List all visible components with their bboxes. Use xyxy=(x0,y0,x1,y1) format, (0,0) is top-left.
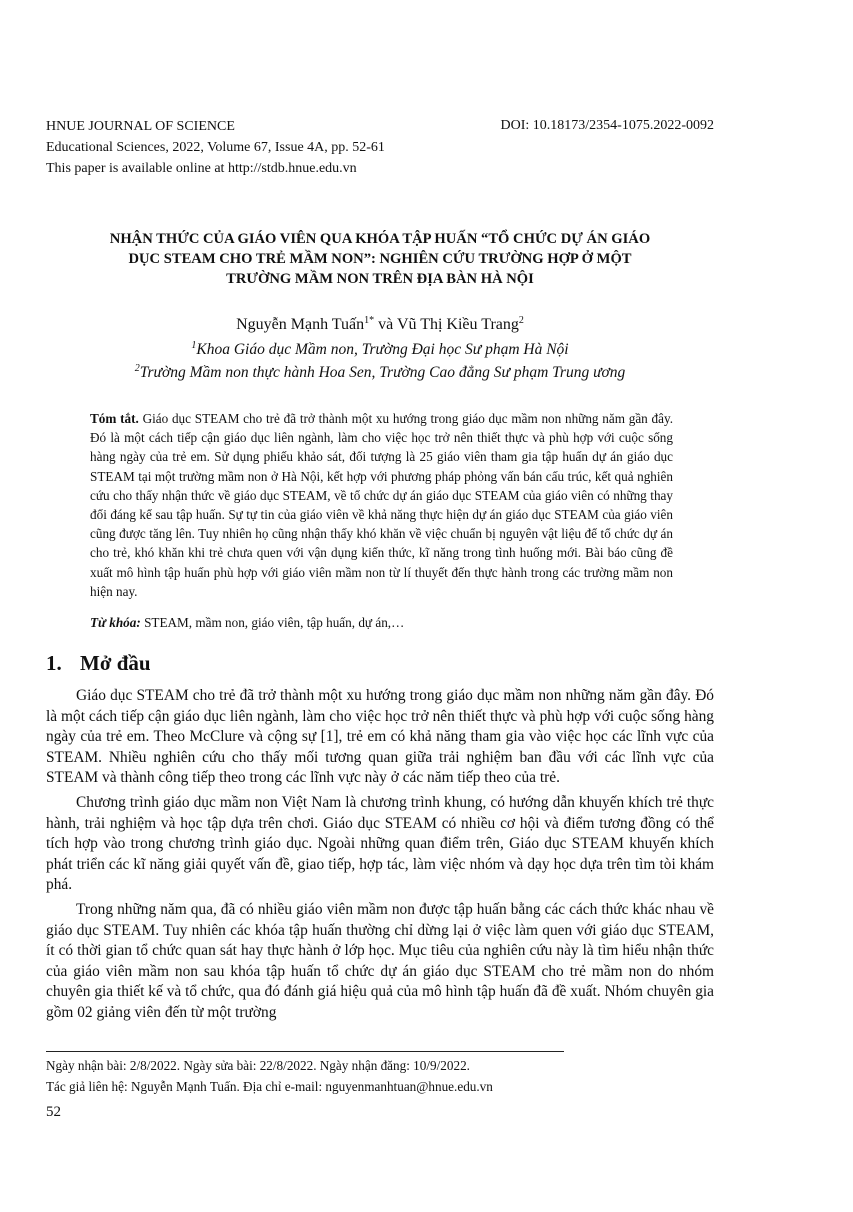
footnote-dates: Ngày nhận bài: 2/8/2022. Ngày sửa bài: 22/8/2022. Ngày nhận đăng: 10/9/2022. xyxy=(46,1058,470,1073)
page-number: 52 xyxy=(46,1104,61,1120)
doi-text: DOI: 10.18173/2354-1075.2022-0092 xyxy=(500,118,714,133)
author-list xyxy=(46,316,714,334)
body-text xyxy=(46,686,714,1028)
affiliation-2 xyxy=(46,364,714,382)
author-conjunction: và xyxy=(374,316,397,333)
section-title: Mở đầu xyxy=(80,651,151,675)
paragraph-2: Chương trình giáo dục mầm non Việt Nam là chương trình khung, có hướng dẫn khuyến khích trẻ thực hành, trải nghiệm và học tập dựa trên chơi. Giáo dục STEAM có nhiều cơ hội và điểm tương đồng có thể tích hợp vào trong chương trình giáo dục. Ngoài những quan điểm trên, Giáo dục STEAM khuyến khích phát triển các kĩ năng giải quyết vấn đề, giao tiếp, hợp tác, làm việc nhóm và dạy học dựa trên tìm tòi khám phá. xyxy=(46,793,714,894)
paragraph-3: Trong những năm qua, đã có nhiều giáo viên mầm non được tập huấn bằng các cách thức khác nhau về giáo dục STEAM. Tuy nhiên các khóa tập huấn thường chỉ dừng lại ở việc làm quen với giáo dục STEAM, ít có thời gian tổ chức quan sát hay thực hành ở lớp học. Mục tiêu của nghiên cứu này là tìm hiểu nhận thức của giáo viên mầm non sau khóa tập huấn tổ chức dự án giáo dục STEAM cho trẻ mầm non do nhóm chuyên gia thiết kế và tổ chức, qua đó đánh giá hiệu quả của mô hình tập huấn đã đề xuất. Nhóm chuyên gia gồm 02 giảng viên đến từ một trường xyxy=(46,900,714,1021)
affiliation-2-text: Trường Mầm non thực hành Hoa Sen, Trường Cao đẳng Sư phạm Trung ương xyxy=(139,364,626,381)
footnote-contact: Tác giả liên hệ: Nguyễn Mạnh Tuấn. Địa chỉ e-mail: nguyenmanhtuan@hnue.edu.vn xyxy=(46,1079,493,1094)
affiliation-1-marker: 1 xyxy=(191,340,197,351)
paper-title xyxy=(46,229,714,289)
keywords-label: Từ khóa: xyxy=(90,615,141,630)
author-1-marker: 1* xyxy=(364,315,375,326)
author-2-marker: 2 xyxy=(518,315,524,326)
title-line-1: NHẬN THỨC CỦA GIÁO VIÊN QUA KHÓA TẬP HUẤN “TỔ CHỨC DỰ ÁN GIÁO xyxy=(109,231,651,247)
section-heading xyxy=(46,651,151,676)
availability-note: This paper is available online at http://stdb.hnue.edu.vn xyxy=(46,161,357,176)
affiliation-1-text: Khoa Giáo dục Mầm non, Trường Đại học Sư phạm Hà Nội xyxy=(196,341,569,358)
title-line-2: DỤC STEAM CHO TRẺ MẦM NON”: NGHIÊN CỨU TRƯỜNG HỢP Ở MỘT xyxy=(128,251,632,267)
abstract xyxy=(90,409,673,601)
keywords-text: STEAM, mầm non, giáo viên, tập huấn, dự án,… xyxy=(140,615,405,630)
affiliation-2-marker: 2 xyxy=(134,363,140,374)
journal-name: HNUE JOURNAL OF SCIENCE xyxy=(46,119,235,134)
author-2: Vũ Thị Kiều Trang xyxy=(396,316,519,333)
keywords xyxy=(90,615,673,631)
author-1: Nguyễn Mạnh Tuấn xyxy=(236,316,365,333)
title-line-3: TRƯỜNG MẦM NON TRÊN ĐỊA BÀN HÀ NỘI xyxy=(226,271,534,287)
abstract-label: Tóm tắt. xyxy=(90,411,139,426)
affiliation-1 xyxy=(46,341,714,359)
footnote-divider xyxy=(46,1051,564,1052)
section-number: 1. xyxy=(46,651,62,675)
abstract-text: Giáo dục STEAM cho trẻ đã trở thành một xu hướng trong giáo dục mầm non những năm gần đây. Đó là một cách tiếp cận giáo dục liên ngành, làm cho việc học trở nên thiết thực và phù hợp với cuộc sống hàng ngày của trẻ em. Sử dụng phiếu khảo sát, đối tượng là 25 giáo viên tham gia tập huấn dự án giáo dục STEAM tại một trường mầm non ở Hà Nội, kết hợp với phương pháp phỏng vấn bán cấu trúc, kết quả nghiên cứu cho thấy nhận thức về giáo dục STEAM, về tổ chức dự án giáo dục STEAM của giáo viên có những thay đổi đáng kể sau tập huấn. Sự tự tin của giáo viên về khả năng thực hiện dự án giáo dục STEAM của giáo viên cũng được tăng lên. Tuy nhiên họ cũng nhận thấy khó khăn về việc chuẩn bị nguyên vật liệu để tổ chức dự án cho trẻ, khó khăn khi trẻ chưa quen với vận dụng kiến thức, kĩ năng trong tình huống mới. Bài báo cũng đề xuất mô hình tập huấn phù hợp với giáo viên mầm non từ lí thuyết đến thực hành trong các trường mầm non hiện nay. xyxy=(90,411,673,599)
paragraph-1: Giáo dục STEAM cho trẻ đã trở thành một xu hướng trong giáo dục mầm non những năm gần đây. Đó là một cách tiếp cận giáo dục liên ngành, làm cho việc học trở nên thiết thực và phù hợp với cuộc sống hàng ngày của trẻ em. Theo McClure và cộng sự [1], trẻ em có khả năng tham gia vào việc học các lĩnh vực của STEAM. Nhiều nghiên cứu cho thấy mối tương quan giữa trải nghiệm ban đầu với các lĩnh vực của STEAM và thành công tiếp theo trong các lĩnh vực này ở các năm tiếp theo của trẻ. xyxy=(46,687,714,787)
issue-info: Educational Sciences, 2022, Volume 67, Issue 4A, pp. 52-61 xyxy=(46,140,385,155)
